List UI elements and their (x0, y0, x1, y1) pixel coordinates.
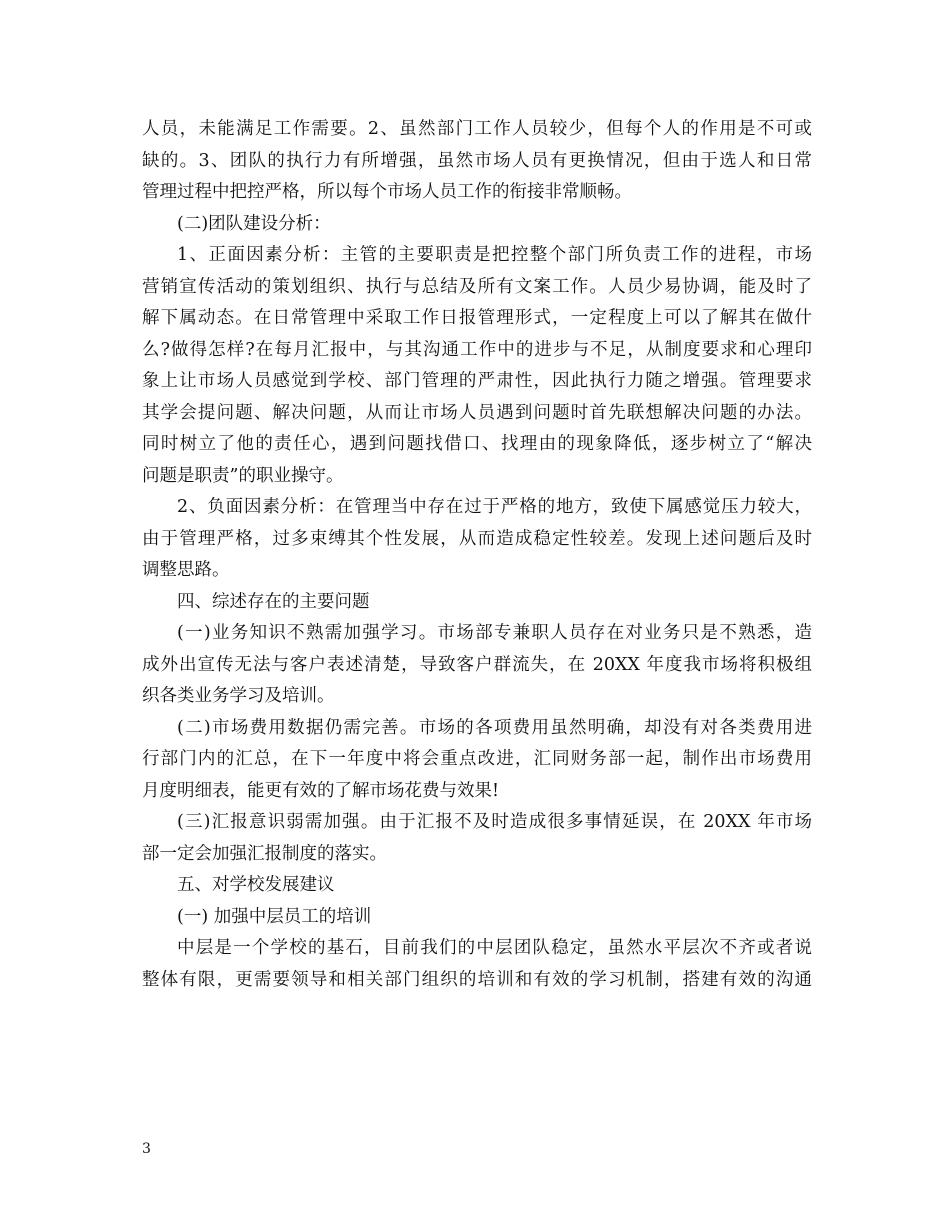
text-line: (一)业务知识不熟需加强学习。市场部专兼职人员存在对业务只是不熟悉，造 (177, 623, 812, 643)
text-line: (二)团队建设分析： (177, 213, 331, 234)
text-line: 营销宣传活动的策划组织、执行与总结及所有文案工作。人员少易协调，能及时了 (142, 276, 812, 297)
text-line: 人员，未能满足工作需要。2、虽然部门工作人员较少，但每个人的作用是不可或 (142, 119, 812, 139)
text-line: 其学会提问题、解决问题，从而让市场人员遇到问题时首先联想解决问题的办法。 (142, 402, 812, 423)
text-line: 整体有限，更需要领导和相关部门组织的培训和有效的学习机制，搭建有效的沟通 (142, 969, 812, 990)
text-line: 中层是一个学校的基石，目前我们的中层团队稳定，虽然水平层次不齐或者说 (177, 938, 812, 958)
text-line: 同时树立了他的责任心，遇到问题找借口、找理由的现象降低，逐步树立了“解决 (142, 434, 812, 454)
text-line: 象上让市场人员感觉到学校、部门管理的严肃性，因此执行力随之增强。管理要求 (142, 371, 812, 391)
text-line: 部一定会加强汇报制度的落实。 (142, 843, 387, 864)
text-line: 行部门内的汇总，在下一年度中将会重点改进，汇同财务部一起，制作出市场费用 (142, 749, 812, 769)
text-line: (一) 加强中层员工的培训 (177, 906, 372, 927)
text-line: 问题是职责”的职业操守。 (142, 465, 344, 486)
page-number: 3 (142, 1141, 151, 1157)
text-line: 五、对学校发展建议 (177, 875, 335, 895)
text-line: 么?做得怎样?在每月汇报中，与其沟通工作中的进步与不足，从制度要求和心理印 (142, 339, 812, 360)
text-line: 解下属动态。在日常管理中采取工作日报管理形式，一定程度上可以了解其在做什 (142, 308, 812, 328)
text-line: 四、综述存在的主要问题 (177, 591, 370, 612)
text-line: 缺的。3、团队的执行力有所增强，虽然市场人员有更换情况，但由于选人和日常 (142, 150, 812, 171)
text-line: 由于管理严格，过多束缚其个性发展，从而造成稳定性较差。发现上述问题后及时 (142, 528, 812, 549)
text-line: 1、正面因素分析：主管的主要职责是把控整个部门所负责工作的进程，市场 (177, 245, 812, 265)
text-line: 成外出宣传无法与客户表述清楚，导致客户群流失，在 20XX 年度我市场将积极组 (142, 654, 812, 675)
text-line: 织各类业务学习及培训。 (142, 686, 335, 706)
text-line: 月度明细表，能更有效的了解市场花费与效果! (142, 780, 500, 801)
text-line: (三)汇报意识弱需加强。由于汇报不及时造成很多事情延误，在 20XX 年市场 (177, 812, 812, 832)
text-line: 2、负面因素分析：在管理当中存在过于严格的地方，致使下属感觉压力较大， (177, 497, 812, 517)
text-line: (二)市场费用数据仍需完善。市场的各项费用虽然明确，却没有对各类费用进 (177, 717, 812, 738)
text-line: 管理过程中把控严格，所以每个市场人员工作的衔接非常顺畅。 (142, 182, 632, 202)
text-line: 调整思路。 (142, 560, 230, 580)
document-body (142, 114, 812, 996)
